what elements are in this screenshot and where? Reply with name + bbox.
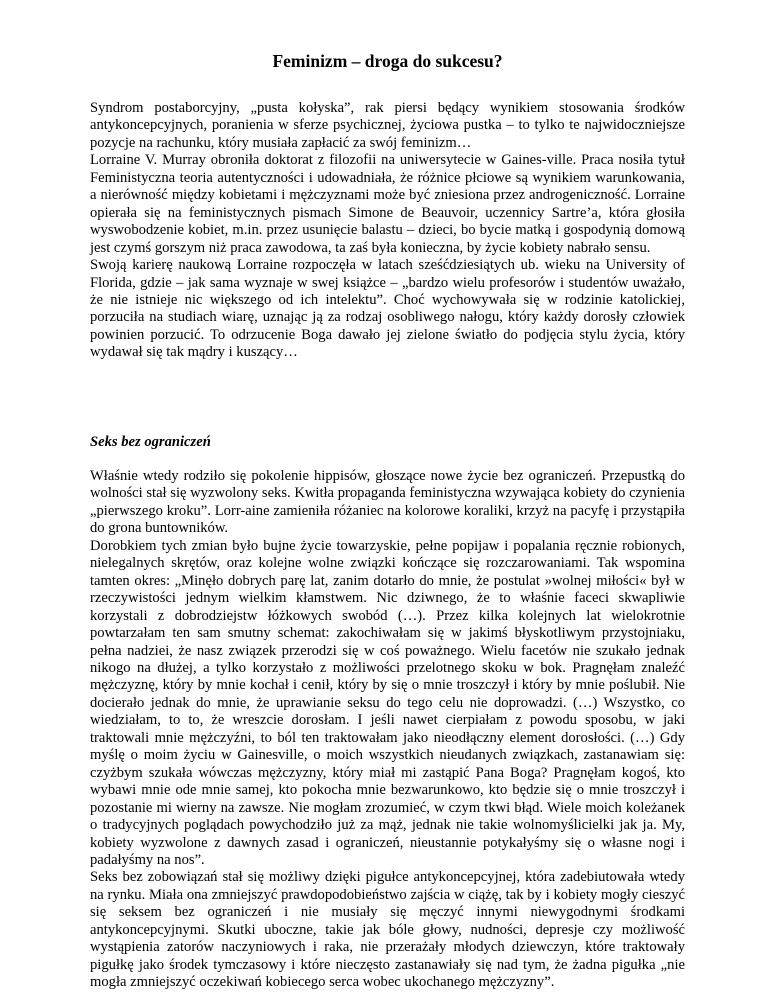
paragraph: Lorraine V. Murray obroniła doktorat z filozofii na uniwersytecie w Gaines-ville. Praca nosiła tytuł Feministyczna teoria autentyczności i udowadniała, że różnice płciowe są wynikiem warunkowania, a nierówność między kobietami i mężczyznami może być zniesiona przez androgeniczność. Lorraine opierała się na feministycznych pismach Simone de Beauvoir, uczennicy Sartre’a, która głosiła wyswobodzenie kobiet, m.in. przez usunięcie balastu – dzieci, bo bycie matką i gospodynią domową jest czymś gorszym niż praca zawodowa, ta zaś była konieczna, by życie kobiety nabrało sensu. [90,152,685,256]
paragraph: Dorobkiem tych zmian było bujne życie towarzyskie, pełne popijaw i popalania ręcznie robionych, nielegalnych skrętów, oraz kolejne wolne związki kończące się rozczarowaniami. Tak wspomina tamten okres: „Minęło dobrych parę lat, zanim dotarło do mnie, że postulat »wolnej miłości« był w rzeczywistości jednym wielkim kłamstwem. Nic dziwnego, że to właśnie faceci skwapliwie korzystali z dobrodziejstw łóżkowych swobód (…). Przez kilka kolejnych lat wielokrotnie powtarzałam ten sam smutny schemat: zakochiwałam się w jakimś błyskotliwym przystojniaku, pełna nadziei, że nasz związek przerodzi się w coś poważnego. Wielu facetów nie szukało jednak nikogo na dłużej, a tylko korzystało z możliwości przelotnego skoku w bok. Pragnęłam znaleźć mężczyznę, który by mnie kochał i cenił, który by się o mnie troszczył i który by mnie poślubił. Nie docierało jednak do mnie, że uprawianie seksu do tego celu nie doprowadzi. (…) Wszystko, co wiedziałam, to to, że wreszcie dorosłam. I jeśli nawet cierpiałam z powodu sposobu, w jaki traktowali mnie mężczyźni, to ból ten traktowałam jako nieodłączny element dorosłości. (…) Gdy myślę o moim życiu w Gainesville, o moich wszystkich nieudanych związkach, zastanawiam się: czyżbym szukała wówczas mężczyzny, który miał mi zastąpić Pana Boga? Pragnęłam kogoś, kto wybawi mnie ode mnie samej, kto pokocha mnie bezwarunkowo, kto będzie się o mnie troszczył i pozostanie mi wierny na zawsze. Nie mogłam zrozumieć, w czym tkwi błąd. Wiele moich koleżanek o tradycyjnych poglądach powychodziło już za mąż, jednak nie takie wolnomyślicielki jak ja. My, kobiety wyzwolone z dawnych zasad i ograniczeń, nieustannie potykałyśmy się o własne nogi i padałyśmy na nos”. [90,537,685,868]
paragraph: Właśnie wtedy rodziło się pokolenie hippisów, głoszące nowe życie bez ograniczeń. Przepustką do wolności stał się wyzwolony seks. Kwitła propaganda feministyczna wzywająca kobiety do czynienia „pierwszego kroku”. Lorr-aine zamieniła różaniec na kolorowe koraliki, krzyż na pacyfę i przystąpiła do grona buntowników. [90,468,685,537]
paragraph: Seks bez zobowiązań stał się możliwy dzięki pigułce antykoncepcyjnej, która zadebiutowała wtedy na rynku. Miała ona zmniejszyć prawdopodobieństwo zajścia w ciążę, tak by i kobiety mogły cieszyć się seksem bez ograniczeń i nie musiały się męczyć innymi niewygodnymi środkami antykoncepcyjnymi. Skutki uboczne, takie jak bóle głowy, nudności, depresje czy możliwość wystąpienia zatorów naczyniowych i raka, nie przerażały młodych dziewczyn, które traktowały pigułkę jako środek tymczasowy i które nieczęsto zastanawiały się nad tym, że żadna pigułka „nie mogła zmniejszyć oczekiwań kobiecego serca wobec ukochanego mężczyzny”. [90,869,685,991]
main-section [90,468,685,992]
intro-section [90,100,685,362]
paragraph: Syndrom postaborcyjny, „pusta kołyska”, rak piersi będący wynikiem stosowania środków antykoncepcyjnych, poranienia w sferze psychicznej, życiowa pustka – to tylko te najwidoczniejsze pozycje na rachunku, który musiała zapłacić za swój feminizm… [90,100,685,151]
section-heading: Seks bez ograniczeń [90,434,211,450]
paragraph: Swoją karierę naukową Lorraine rozpoczęła w latach sześćdziesiątych ub. wieku na University of Florida, gdzie – jak sama wyznaje w swej książce – „bardzo wielu profesorów i studentów uważało, że nie istnieje nic większego od ich intelektu”. Choć wychowywała się w rodzinie katolickiej, porzuciła na studiach wiarę, uznając ją za rodzaj osobliwego nałogu, który każdy dorosły człowiek powinien porzucić. To odrzucenie Boga dawało jej zielone światło do podjęcia stylu życia, który wydawał się tak mądry i kuszący… [90,257,685,361]
document-title: Feminizm – droga do sukcesu? [272,51,503,71]
